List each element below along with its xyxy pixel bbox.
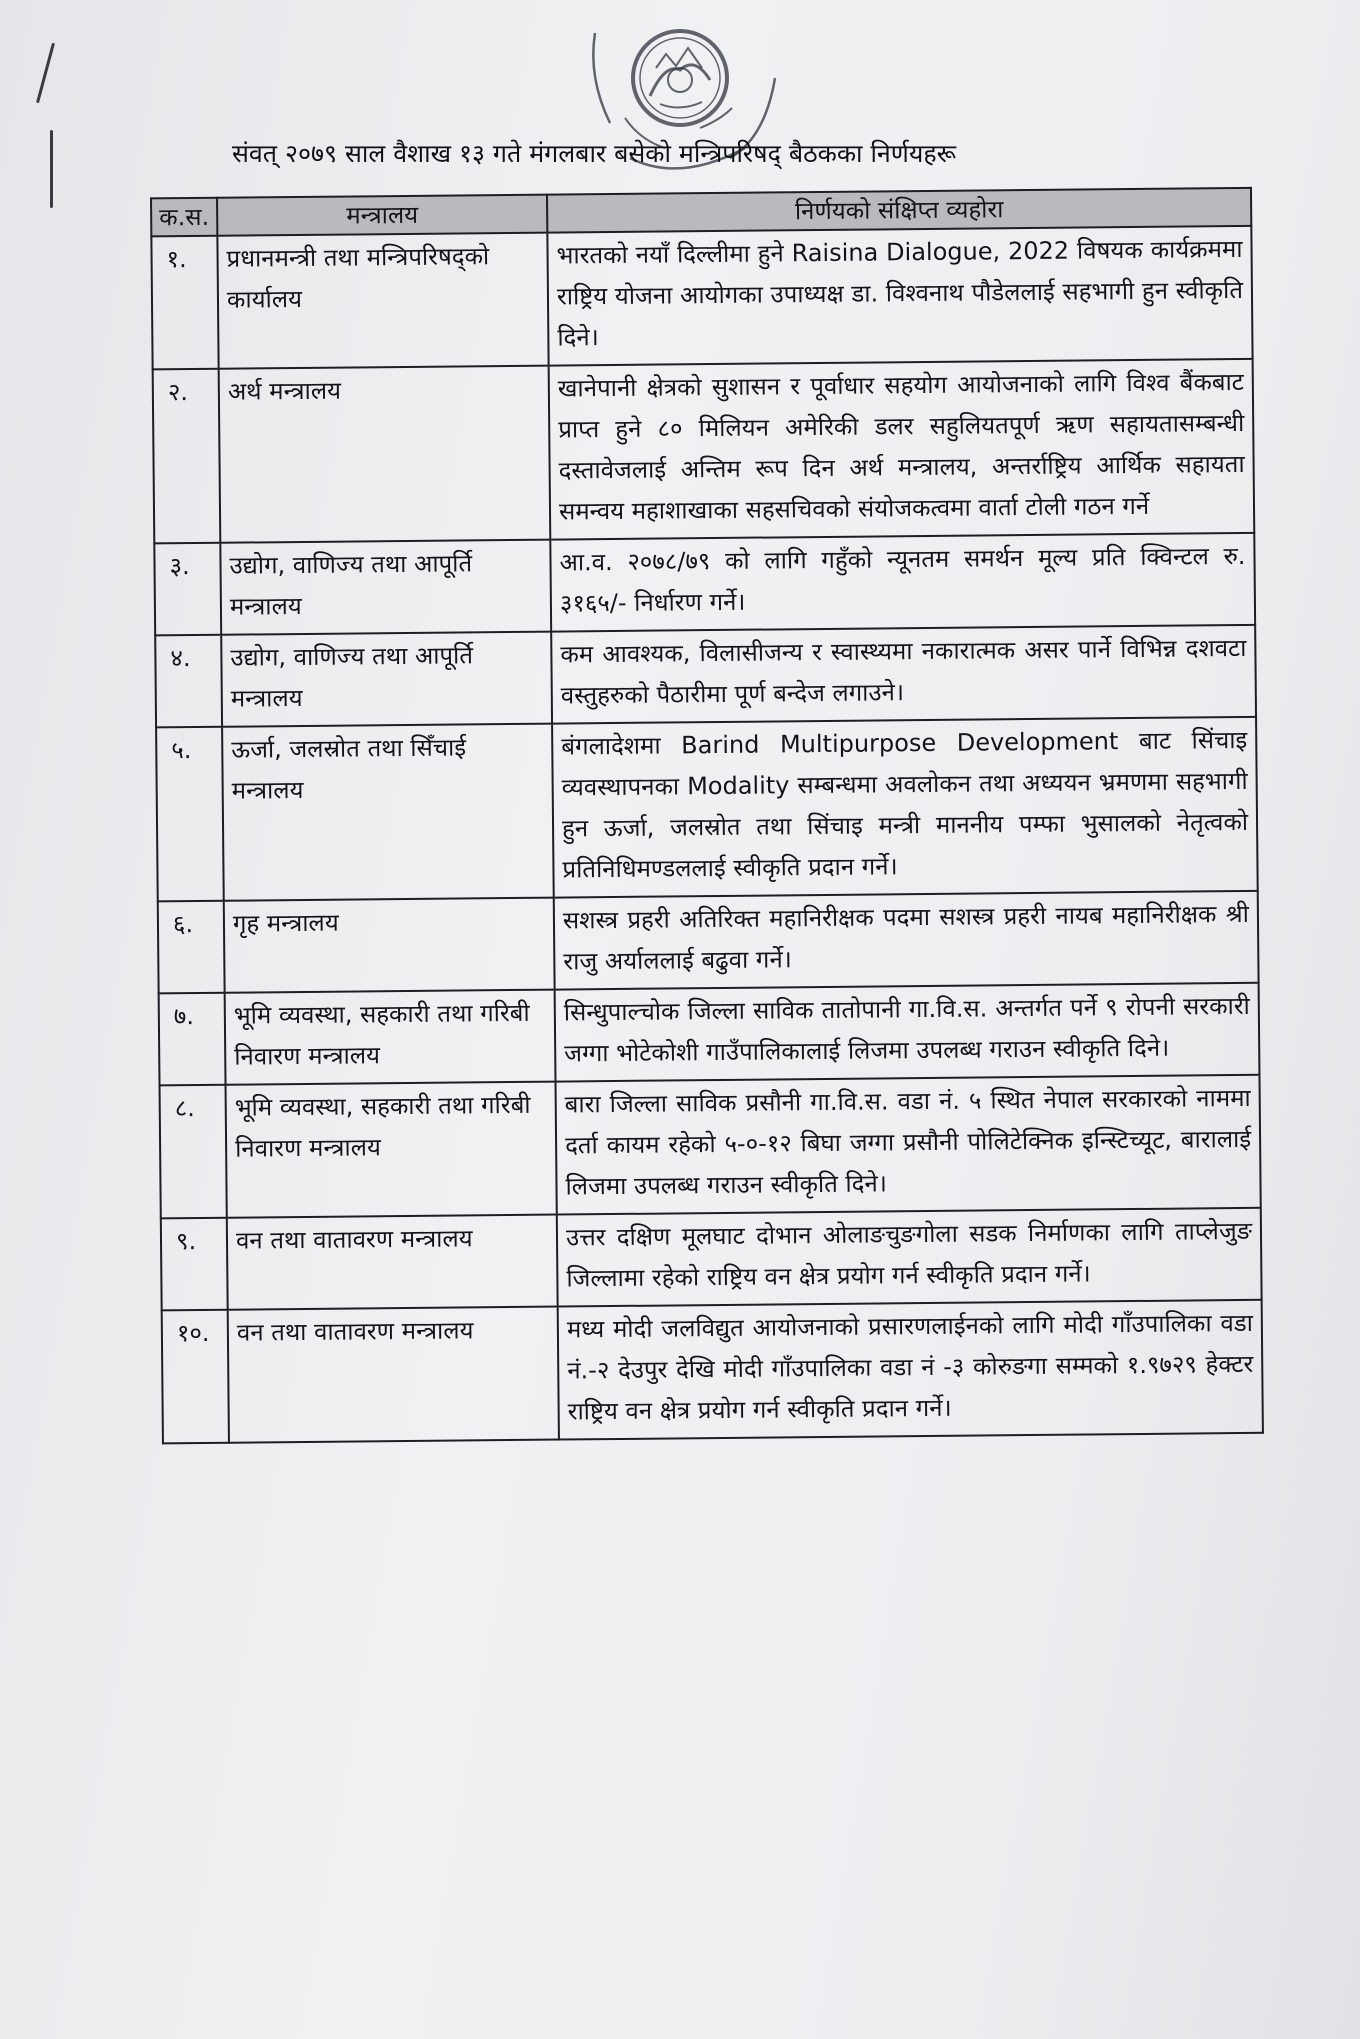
row-ministry: प्रधानमन्त्री तथा मन्त्रिपरिषद्को कार्यालय <box>217 233 548 369</box>
row-serial: ७. <box>159 993 226 1086</box>
row-decision: खानेपानी क्षेत्रको सुशासन र पूर्वाधार सहयोग आयोजनाको लागि विश्व बैंकबाट प्राप्त हुने ८० मिलियन अमेरिकी डलर सहुलियतपूर्ण ऋण सहायतासम्बन्धी दस्तावेजलाई अन्तिम रूप दिन अर्थ मन्त्रालय, अन्तर्राष्ट्रिय आर्थिक सहायता समन्वय महाशाखाका सहसचिवको संयोजकत्वमा वार्ता टोली गठन गर्ने <box>549 359 1255 540</box>
decisions-table-container <box>90 187 1254 1445</box>
row-serial: ३. <box>154 543 221 636</box>
government-seal-icon <box>570 8 800 208</box>
row-decision: आ.व. २०७८/७९ को लागि गहुँको न्यूनतम समर्थन मूल्य प्रति क्विन्टल रु. ३१६५/- निर्धारण गर्ने। <box>550 533 1255 632</box>
table-row <box>161 1208 1262 1311</box>
page-title: संवत् २०७९ साल वैशाख १३ गते मंगलबार बसेको मन्त्रिपरिषद् बैठकका निर्णयहरू <box>232 139 957 168</box>
margin-pen-mark <box>50 130 53 208</box>
row-serial: ९. <box>161 1218 228 1311</box>
row-decision: सिन्धुपाल्चोक जिल्ला साविक तातोपानी गा.वि.स. अन्तर्गत पर्ने ९ रोपनी सरकारी जग्गा भोटेकोशी गाउँपालिकालाई लिजमा उपलब्ध गराउन स्वीकृति दिने। <box>555 983 1260 1082</box>
row-ministry: उद्योग, वाणिज्य तथा आपूर्ति मन्त्रालय <box>221 632 552 727</box>
row-serial: ८. <box>160 1085 227 1219</box>
row-serial: १०. <box>162 1310 229 1444</box>
table-row <box>155 625 1256 728</box>
row-decision: भारतको नयाँ दिल्लीमा हुने Raisina Dialogue, 2022 विषयक कार्यक्रममा राष्ट्रिय योजना आयोगका उपाध्यक्ष डा. विश्वनाथ पौडेललाई सहभागी हुन स्वीकृति दिने। <box>547 226 1252 366</box>
table-row <box>158 891 1259 994</box>
row-serial: ६. <box>158 901 225 994</box>
margin-pen-mark <box>36 43 55 104</box>
row-ministry: वन तथा वातावरण मन्त्रालय <box>228 1307 559 1443</box>
header-decision: निर्णयको संक्षिप्त व्यहोरा <box>547 188 1251 233</box>
header-ministry: मन्त्रालय <box>217 195 547 236</box>
row-ministry: भूमि व्यवस्था, सहकारी तथा गरिबी निवारण मन्त्रालय <box>226 1082 557 1218</box>
row-serial: ५. <box>156 727 224 902</box>
row-decision: बंगलादेशमा Barind Multipurpose Development बाट सिंचाइ व्यवस्थापनका Modality सम्बन्धमा अवलोकन तथा अध्ययन भ्रमणमा सहभागी हुन ऊर्जा, जलस्रोत तथा सिंचाइ मन्त्री माननीय पम्फा भुसालको नेतृत्वको प्रतिनिधिमण्डललाई स्वीकृति प्रदान गर्ने। <box>552 717 1258 898</box>
table-row <box>153 359 1255 544</box>
row-ministry: ऊर्जा, जलस्रोत तथा सिँचाई मन्त्रालय <box>222 724 554 901</box>
table-row <box>154 533 1255 636</box>
table-row <box>160 1075 1261 1219</box>
row-decision: कम आवश्यक, विलासीजन्य र स्वास्थ्यमा नकारात्मक असर पार्ने विभिन्न दशवटा वस्तुहरुको पैठारीमा पूर्ण बन्देज लगाउने। <box>551 625 1256 724</box>
table-row <box>159 983 1260 1086</box>
table-row <box>151 226 1252 370</box>
row-decision: सशस्त्र प्रहरी अतिरिक्त महानिरीक्षक पदमा सशस्त्र प्रहरी नायब महानिरीक्षक श्री राजु अर्याललाई बढुवा गर्ने। <box>554 891 1259 990</box>
row-decision: उत्तर दक्षिण मूलघाट दोभान ओलाङचुङगोला सडक निर्माणका लागि ताप्लेजुङ जिल्लामा रहेको राष्ट्रिय वन क्षेत्र प्रयोग गर्न स्वीकृति प्रदान गर्ने। <box>557 1208 1262 1307</box>
row-serial: २. <box>153 369 221 544</box>
row-serial: ४. <box>155 635 222 728</box>
row-decision: बारा जिल्ला साविक प्रसौनी गा.वि.स. वडा नं. ५ स्थित नेपाल सरकारको नाममा दर्ता कायम रहेको ५-०-१२ बिघा जग्गा प्रसौनी पोलिटेक्निक इन्स्टिच्यूट, बारालाई लिजमा उपलब्ध गराउन स्वीकृति दिने। <box>556 1075 1261 1215</box>
table-row <box>162 1300 1263 1444</box>
row-ministry: भूमि व्यवस्था, सहकारी तथा गरिबी निवारण मन्त्रालय <box>225 990 556 1085</box>
row-ministry: अर्थ मन्त्रालय <box>219 366 551 543</box>
table-row <box>156 717 1258 902</box>
row-serial: १. <box>151 236 218 370</box>
header-serial: क.स. <box>151 198 217 237</box>
row-decision: मध्य मोदी जलविद्युत आयोजनाको प्रसारणलाईनको लागि मोदी गाँउपालिका वडा नं.-२ देउपुर देखि मोदी गाँउपालिका वडा नं -३ कोरुङगा सम्मको १.९७२९ हेक्टर राष्ट्रिय वन क्षेत्र प्रयोग गर्न स्वीकृति प्रदान गर्ने। <box>558 1300 1263 1440</box>
row-ministry: वन तथा वातावरण मन्त्रालय <box>227 1215 558 1310</box>
row-ministry: गृह मन्त्रालय <box>224 898 555 993</box>
row-ministry: उद्योग, वाणिज्य तथा आपूर्ति मन्त्रालय <box>220 540 551 635</box>
decisions-table <box>150 187 1264 1445</box>
